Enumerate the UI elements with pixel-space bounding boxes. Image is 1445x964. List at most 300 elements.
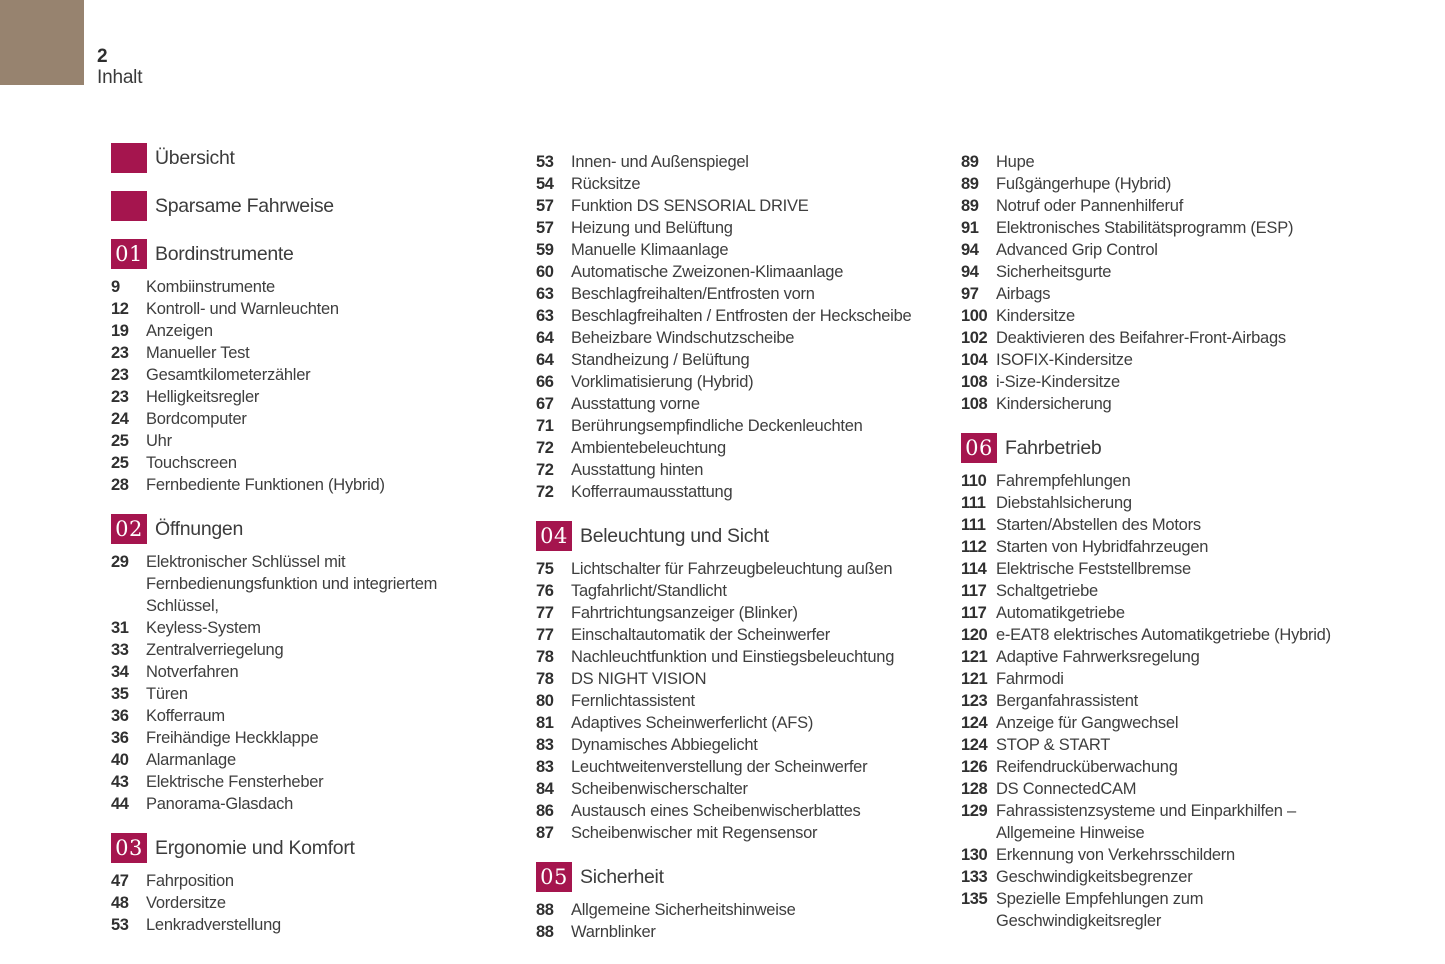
entry-page-number: 123 xyxy=(961,692,988,710)
toc-entry[interactable] xyxy=(536,239,971,261)
entry-page-number: 19 xyxy=(111,322,129,340)
entry-label xyxy=(571,800,861,822)
entry-page-number: 40 xyxy=(111,751,129,769)
entry-label-line: Anzeigen xyxy=(146,322,213,340)
section-title: Öffnungen xyxy=(155,517,244,540)
entry-page-number: 129 xyxy=(961,802,988,820)
entry-label xyxy=(571,305,911,327)
entry-page-number: 126 xyxy=(961,758,988,776)
toc-entry[interactable] xyxy=(536,437,971,459)
entry-label xyxy=(571,151,749,173)
entry-page-number: 35 xyxy=(111,685,129,703)
entry-page-number: 77 xyxy=(536,604,554,622)
entry-label xyxy=(146,705,225,727)
entry-page-number: 57 xyxy=(536,197,554,215)
toc-entry[interactable] xyxy=(961,393,1396,415)
entry-page-number: 43 xyxy=(111,773,129,791)
section-header[interactable] xyxy=(536,521,971,551)
entry-label-line: Lenkradverstellung xyxy=(146,916,281,934)
entry-label xyxy=(571,580,727,602)
entry-label xyxy=(571,393,700,415)
entry-page-number: 53 xyxy=(111,916,129,934)
toc-entry[interactable] xyxy=(111,771,546,793)
section-number: 05 xyxy=(540,864,568,889)
toc-entry[interactable] xyxy=(961,668,1396,690)
entry-label xyxy=(146,298,339,320)
entry-page-number: 108 xyxy=(961,373,988,391)
section-number: 04 xyxy=(540,523,568,548)
entry-page-number: 72 xyxy=(536,483,554,501)
entry-label xyxy=(996,371,1120,393)
entry-label-line: Allgemeine Sicherheitshinweise xyxy=(571,901,796,919)
toc-entry[interactable] xyxy=(961,195,1396,217)
entry-page-number: 77 xyxy=(536,626,554,644)
section-number: 03 xyxy=(115,835,143,860)
entry-page-number: 83 xyxy=(536,758,554,776)
section-header[interactable] xyxy=(111,143,546,173)
entry-label xyxy=(996,470,1131,492)
entry-label xyxy=(571,283,815,305)
entry-page-number: 121 xyxy=(961,648,988,666)
entry-label xyxy=(996,624,1331,646)
section-header[interactable] xyxy=(111,833,546,863)
entry-label-line: Bordcomputer xyxy=(146,410,247,428)
entry-label-line: Vordersitze xyxy=(146,894,226,912)
section-number: 01 xyxy=(115,241,143,266)
toc-entry[interactable] xyxy=(111,386,546,408)
section-title: Fahrbetrieb xyxy=(1005,436,1102,459)
entry-page-number: 130 xyxy=(961,846,988,864)
entry-label xyxy=(571,899,796,921)
entry-page-number: 97 xyxy=(961,285,979,303)
entry-label-line: Freihändige Heckklappe xyxy=(146,729,319,747)
entry-label-line: Gesamtkilometerzähler xyxy=(146,366,311,384)
entry-page-number: 84 xyxy=(536,780,554,798)
entry-page-number: 63 xyxy=(536,285,554,303)
toc-entry[interactable] xyxy=(536,371,971,393)
entry-label-line: Helligkeitsregler xyxy=(146,388,260,406)
entry-page-number: 12 xyxy=(111,300,129,318)
entry-page-number: 102 xyxy=(961,329,988,347)
entry-label xyxy=(571,690,695,712)
toc-entry[interactable] xyxy=(111,342,546,364)
toc-entry[interactable] xyxy=(536,217,971,239)
entry-page-number: 89 xyxy=(961,175,979,193)
entry-label-line: Touchscreen xyxy=(146,454,237,472)
entry-label xyxy=(146,408,247,430)
toc-entry[interactable] xyxy=(961,624,1396,646)
entry-label xyxy=(571,481,732,503)
entry-label-line: Starten von Hybridfahrzeugen xyxy=(996,538,1209,556)
page-number: 2 xyxy=(97,46,108,67)
entry-label xyxy=(571,822,817,844)
entry-label xyxy=(571,437,726,459)
entry-page-number: 117 xyxy=(961,582,987,600)
page-corner-graphic xyxy=(0,0,84,85)
entry-label xyxy=(571,459,703,481)
toc-entry[interactable] xyxy=(111,551,546,617)
toc-entry[interactable] xyxy=(536,712,971,734)
toc-entry[interactable] xyxy=(111,793,546,815)
entry-label-line: Scheibenwischerschalter xyxy=(571,780,748,798)
section-title: Sparsame Fahrweise xyxy=(155,194,334,217)
toc-entry[interactable] xyxy=(961,492,1396,514)
entry-page-number: 120 xyxy=(961,626,988,644)
entry-page-number: 9 xyxy=(111,278,120,296)
entry-label xyxy=(146,430,172,452)
entry-label-line: DS NIGHT VISION xyxy=(571,670,707,688)
entry-label-line: Deaktivieren des Beifahrer-Front-Airbags xyxy=(996,329,1286,347)
toc-entry[interactable] xyxy=(961,349,1396,371)
entry-label-line: Sicherheitsgurte xyxy=(996,263,1112,281)
entry-page-number: 83 xyxy=(536,736,554,754)
section-title: Beleuchtung und Sicht xyxy=(580,524,769,547)
entry-label xyxy=(571,558,892,580)
entry-page-number: 135 xyxy=(961,890,988,908)
page-title: Inhalt xyxy=(97,67,143,88)
entry-page-number: 24 xyxy=(111,410,129,428)
toc-entry[interactable] xyxy=(111,452,546,474)
toc-entry[interactable] xyxy=(536,624,971,646)
entry-label xyxy=(571,921,656,943)
entry-label-line: Vorklimatisierung (Hybrid) xyxy=(571,373,754,391)
toc-entry[interactable] xyxy=(536,646,971,668)
toc-entry[interactable] xyxy=(536,822,971,844)
toc-entry[interactable] xyxy=(111,276,546,298)
entry-label-line: Notverfahren xyxy=(146,663,239,681)
toc-entry[interactable] xyxy=(111,727,546,749)
entry-label-line: Funktion DS SENSORIAL DRIVE xyxy=(571,197,809,215)
toc-entry[interactable] xyxy=(536,261,971,283)
entry-page-number: 59 xyxy=(536,241,554,259)
entry-label-line: Beschlagfreihalten/Entfrosten vorn xyxy=(571,285,815,303)
entry-label-line: Berganfahrassistent xyxy=(996,692,1139,710)
toc-entry[interactable] xyxy=(536,173,971,195)
toc-entry[interactable] xyxy=(111,320,546,342)
entry-label-line: Kofferraumausstattung xyxy=(571,483,733,501)
entry-label-line: Fahrassistenzsysteme und Einparkhilfen – xyxy=(996,802,1296,820)
toc-entry[interactable] xyxy=(111,430,546,452)
entry-label-line: Fahrtrichtungsanzeiger (Blinker) xyxy=(571,604,798,622)
entry-page-number: 36 xyxy=(111,729,129,747)
entry-page-number: 133 xyxy=(961,868,988,886)
toc-entry[interactable] xyxy=(961,151,1396,173)
entry-label-line: Adaptive Fahrwerksregelung xyxy=(996,648,1200,666)
entry-label-line: Nachleuchtfunktion und Einstiegsbeleuchtung xyxy=(571,648,895,666)
toc-entry[interactable] xyxy=(961,866,1396,888)
section-header[interactable] xyxy=(111,191,546,221)
entry-label xyxy=(571,217,733,239)
toc-entry[interactable] xyxy=(961,602,1396,624)
toc-column-1 xyxy=(111,143,546,936)
entry-label-line: Schlüssel, xyxy=(146,597,219,615)
entry-label-line: Automatikgetriebe xyxy=(996,604,1125,622)
toc-entry[interactable] xyxy=(111,661,546,683)
entry-page-number: 121 xyxy=(961,670,988,688)
entry-label xyxy=(146,276,275,298)
entry-label xyxy=(146,639,283,661)
entry-label-line: Kombiinstrumente xyxy=(146,278,275,296)
entry-label-line: Geschwindigkeitsregler xyxy=(996,912,1162,930)
entry-label xyxy=(571,646,894,668)
section-number: 02 xyxy=(115,516,143,541)
toc-column-2 xyxy=(536,151,971,943)
toc-entry[interactable] xyxy=(536,602,971,624)
entry-label-line: Fahrposition xyxy=(146,872,234,890)
entry-label-line: Advanced Grip Control xyxy=(996,241,1158,259)
toc-entry[interactable] xyxy=(961,844,1396,866)
toc-entry[interactable] xyxy=(961,283,1396,305)
entry-page-number: 104 xyxy=(961,351,988,369)
toc-entry[interactable] xyxy=(111,408,546,430)
toc-entry[interactable] xyxy=(536,921,971,943)
entry-label xyxy=(996,195,1183,217)
toc-entry[interactable] xyxy=(961,646,1396,668)
entry-label-line: ISOFIX-Kindersitze xyxy=(996,351,1133,369)
toc-entry[interactable] xyxy=(961,580,1396,602)
section-title: Übersicht xyxy=(155,146,235,169)
toc-column-3 xyxy=(961,151,1396,932)
entry-page-number: 67 xyxy=(536,395,554,413)
entry-page-number: 44 xyxy=(111,795,129,813)
toc-entry[interactable] xyxy=(536,756,971,778)
toc-entry[interactable] xyxy=(961,712,1396,734)
entry-label-line: Manuelle Klimaanlage xyxy=(571,241,729,259)
entry-label-line: Keyless-System xyxy=(146,619,261,637)
entry-label-line: Fernbediente Funktionen (Hybrid) xyxy=(146,476,385,494)
entry-label xyxy=(996,283,1050,305)
toc-entry[interactable] xyxy=(536,327,971,349)
section-number: 06 xyxy=(965,435,993,460)
toc-entry[interactable] xyxy=(961,470,1396,492)
section-header[interactable] xyxy=(536,862,971,892)
entry-page-number: 66 xyxy=(536,373,554,391)
entry-label-line: Elektronisches Stabilitätsprogramm (ESP) xyxy=(996,219,1294,237)
entry-label xyxy=(996,778,1136,800)
entry-label xyxy=(571,261,843,283)
section-number-badge xyxy=(111,833,147,863)
entry-label xyxy=(571,349,749,371)
entry-label-line: Leuchtweitenverstellung der Scheinwerfer xyxy=(571,758,868,776)
section-title: Bordinstrumente xyxy=(155,242,294,265)
toc-entry[interactable] xyxy=(111,639,546,661)
entry-label-line: Geschwindigkeitsbegrenzer xyxy=(996,868,1193,886)
toc-entry[interactable] xyxy=(111,298,546,320)
entry-label xyxy=(996,800,1296,844)
entry-label xyxy=(571,415,863,437)
toc-entry[interactable] xyxy=(961,217,1396,239)
toc-entry[interactable] xyxy=(961,514,1396,536)
entry-label-line: Hupe xyxy=(996,153,1035,171)
entry-label xyxy=(146,364,310,386)
toc-entry[interactable] xyxy=(111,705,546,727)
toc-entry[interactable] xyxy=(536,305,971,327)
entry-label-line: Elektronischer Schlüssel mit xyxy=(146,553,346,571)
toc-entry[interactable] xyxy=(961,690,1396,712)
entry-label-line: Beheizbare Windschutzscheibe xyxy=(571,329,795,347)
entry-page-number: 89 xyxy=(961,197,979,215)
entry-page-number: 114 xyxy=(961,560,987,578)
entry-label-line: Fernbedienungsfunktion und integriertem xyxy=(146,575,438,593)
toc-entry[interactable] xyxy=(536,415,971,437)
entry-label xyxy=(996,756,1178,778)
section-number-badge xyxy=(536,521,572,551)
entry-label-line: Kontroll- und Warnleuchten xyxy=(146,300,339,318)
toc-entry[interactable] xyxy=(111,914,546,936)
toc-entry[interactable] xyxy=(961,756,1396,778)
toc-entry[interactable] xyxy=(536,668,971,690)
entry-page-number: 53 xyxy=(536,153,554,171)
toc-entry[interactable] xyxy=(961,536,1396,558)
entry-label xyxy=(571,239,728,261)
entry-page-number: 33 xyxy=(111,641,129,659)
entry-page-number: 78 xyxy=(536,648,554,666)
section-number-badge xyxy=(111,239,147,269)
toc-entry[interactable] xyxy=(536,800,971,822)
entry-page-number: 28 xyxy=(111,476,129,494)
entry-page-number: 100 xyxy=(961,307,988,325)
entry-label-line: Fußgängerhupe (Hybrid) xyxy=(996,175,1172,193)
entry-label xyxy=(996,327,1286,349)
toc-entry[interactable] xyxy=(536,778,971,800)
entry-label xyxy=(996,349,1133,371)
entry-label xyxy=(146,727,318,749)
entry-page-number: 124 xyxy=(961,714,988,732)
entry-label-line: STOP & START xyxy=(996,736,1111,754)
entry-label xyxy=(146,551,437,617)
entry-label-line: Kindersitze xyxy=(996,307,1075,325)
entry-label-line: Erkennung von Verkehrsschildern xyxy=(996,846,1235,864)
entry-label-line: Austausch eines Scheibenwischerblattes xyxy=(571,802,861,820)
entry-page-number: 54 xyxy=(536,175,554,193)
entry-label-line: Standheizung / Belüftung xyxy=(571,351,750,369)
entry-label xyxy=(571,327,794,349)
entry-label-line: Airbags xyxy=(996,285,1051,303)
toc-entry[interactable] xyxy=(111,364,546,386)
entry-label-line: Rücksitze xyxy=(571,175,641,193)
entry-label-line: Elektrische Feststellbremse xyxy=(996,560,1191,578)
entry-page-number: 78 xyxy=(536,670,554,688)
entry-label xyxy=(571,371,753,393)
toc-entry[interactable] xyxy=(111,892,546,914)
toc-entry[interactable] xyxy=(111,870,546,892)
toc-entry[interactable] xyxy=(536,899,971,921)
toc-entry[interactable] xyxy=(961,173,1396,195)
entry-label-line: Einschaltautomatik der Scheinwerfer xyxy=(571,626,831,644)
entry-page-number: 112 xyxy=(961,538,987,556)
entry-label-line: Diebstahlsicherung xyxy=(996,494,1132,512)
toc-entry[interactable] xyxy=(111,749,546,771)
entry-label-line: Berührungsempfindliche Deckenleuchten xyxy=(571,417,863,435)
toc-entry[interactable] xyxy=(536,393,971,415)
entry-label-line: Dynamisches Abbiegelicht xyxy=(571,736,758,754)
entry-label-line: Anzeige für Gangwechsel xyxy=(996,714,1179,732)
entry-label xyxy=(146,749,236,771)
entry-page-number: 63 xyxy=(536,307,554,325)
entry-label xyxy=(146,617,261,639)
entry-label-line: i-Size-Kindersitze xyxy=(996,373,1120,391)
entry-label xyxy=(146,870,234,892)
toc-entry[interactable] xyxy=(961,261,1396,283)
toc-entry[interactable] xyxy=(111,617,546,639)
toc-entry[interactable] xyxy=(536,459,971,481)
entry-page-number: 64 xyxy=(536,351,554,369)
entry-label-line: Fahrempfehlungen xyxy=(996,472,1131,490)
toc-entry[interactable] xyxy=(536,734,971,756)
section-header[interactable] xyxy=(111,514,546,544)
section-header[interactable] xyxy=(111,239,546,269)
toc-entry[interactable] xyxy=(961,327,1396,349)
section-number-badge xyxy=(536,862,572,892)
toc-entry[interactable] xyxy=(961,305,1396,327)
entry-page-number: 34 xyxy=(111,663,129,681)
toc-entry[interactable] xyxy=(536,690,971,712)
section-header[interactable] xyxy=(961,433,1396,463)
entry-label-line: Tagfahrlicht/Standlicht xyxy=(571,582,727,600)
entry-label-line: Lichtschalter für Fahrzeugbeleuchtung außen xyxy=(571,560,893,578)
entry-page-number: 86 xyxy=(536,802,554,820)
entry-label xyxy=(996,239,1158,261)
entry-label xyxy=(996,173,1171,195)
toc-entry[interactable] xyxy=(536,195,971,217)
toc-entry[interactable] xyxy=(961,734,1396,756)
entry-label xyxy=(571,602,798,624)
toc-entry[interactable] xyxy=(961,888,1396,932)
entry-page-number: 111 xyxy=(961,516,986,534)
entry-label xyxy=(996,558,1191,580)
entry-page-number: 57 xyxy=(536,219,554,237)
entry-label xyxy=(996,217,1293,239)
entry-label-line: Fernlichtassistent xyxy=(571,692,695,710)
toc-entry[interactable] xyxy=(111,474,546,496)
entry-label-line: Manueller Test xyxy=(146,344,250,362)
entry-page-number: 94 xyxy=(961,241,979,259)
entry-label-line: Allgemeine Hinweise xyxy=(996,824,1145,842)
toc-entry[interactable] xyxy=(536,151,971,173)
toc-entry[interactable] xyxy=(111,683,546,705)
entry-page-number: 124 xyxy=(961,736,988,754)
entry-label xyxy=(146,793,293,815)
toc-entry[interactable] xyxy=(961,239,1396,261)
toc-entry[interactable] xyxy=(961,558,1396,580)
toc-entry[interactable] xyxy=(536,481,971,503)
entry-page-number: 29 xyxy=(111,553,129,571)
entry-label xyxy=(146,914,281,936)
toc-entry[interactable] xyxy=(536,349,971,371)
entry-label xyxy=(571,195,808,217)
entry-page-number: 111 xyxy=(961,494,986,512)
entry-label xyxy=(146,452,237,474)
toc-entry[interactable] xyxy=(536,580,971,602)
entry-label-line: Zentralverriegelung xyxy=(146,641,284,659)
toc-entry[interactable] xyxy=(961,371,1396,393)
toc-entry[interactable] xyxy=(536,283,971,305)
toc-entry[interactable] xyxy=(536,558,971,580)
toc-entry[interactable] xyxy=(961,800,1396,844)
entry-page-number: 48 xyxy=(111,894,129,912)
entry-page-number: 72 xyxy=(536,439,554,457)
entry-page-number: 80 xyxy=(536,692,554,710)
toc-entry[interactable] xyxy=(961,778,1396,800)
entry-page-number: 128 xyxy=(961,780,988,798)
section-number-badge xyxy=(961,433,997,463)
entry-label xyxy=(996,393,1112,415)
entry-label xyxy=(571,624,830,646)
entry-page-number: 91 xyxy=(961,219,979,237)
entry-label xyxy=(146,386,259,408)
entry-page-number: 94 xyxy=(961,263,979,281)
section-number-badge xyxy=(111,514,147,544)
